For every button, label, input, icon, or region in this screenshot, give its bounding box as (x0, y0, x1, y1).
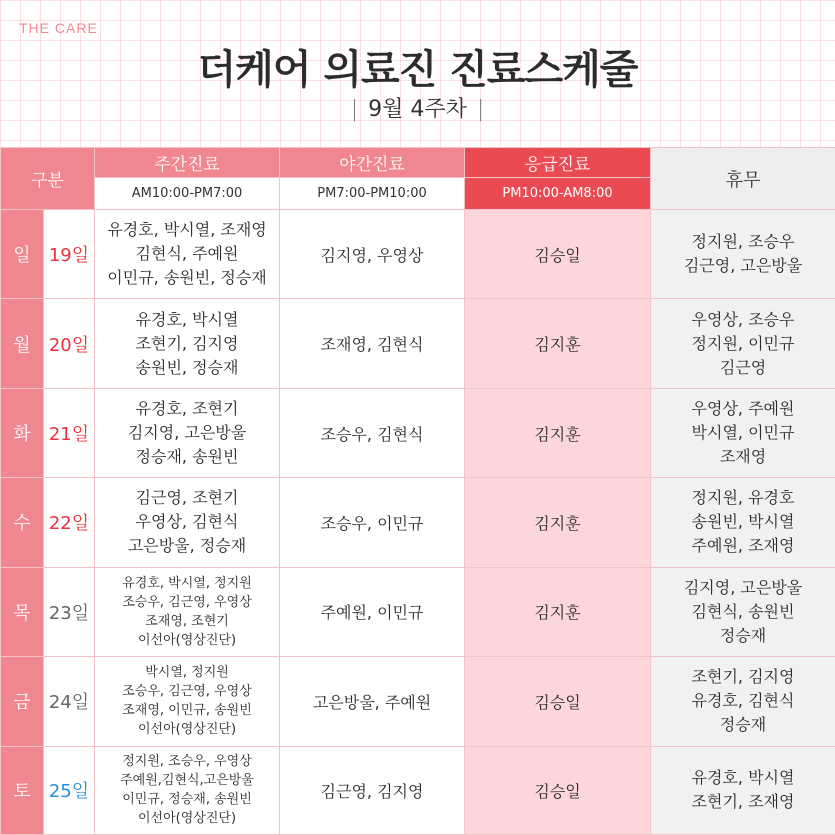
doctor-line: 정지원, 이민규 (691, 333, 795, 353)
weekday-cell: 월 (1, 299, 44, 388)
doctor-line: 우영상, 조승우 (691, 309, 795, 329)
doctor-line: 주예원, 조재영 (691, 536, 795, 556)
night-shift-cell: 주예원, 이민규 (280, 567, 465, 656)
schedule-row (1, 299, 835, 388)
day-shift-cell (95, 657, 280, 746)
emergency-cell: 김지훈 (465, 388, 651, 477)
night-shift-cell: 조승우, 이민규 (280, 478, 465, 567)
off-cell (651, 210, 835, 299)
schedule-table (0, 147, 835, 835)
off-cell (651, 478, 835, 567)
night-shift-cell: 고은방울, 주예원 (280, 657, 465, 746)
off-cell (651, 299, 835, 388)
doctor-line: 김근영, 고은방울 (683, 256, 803, 276)
doctor-line: 유경호, 박시열 (691, 768, 795, 788)
doctor-line: 주예원,김현식,고은방울 (120, 773, 254, 789)
night-shift-cell: 김근영, 김지영 (280, 746, 465, 834)
schedule-row (1, 567, 835, 656)
doctor-line: 정승재, 송원빈 (135, 447, 239, 467)
header-night-shift: 야간진료 (280, 148, 465, 178)
page-title: 더케어 의료진 진료스케줄 (197, 47, 638, 93)
date-cell: 25일 (44, 746, 95, 834)
day-shift-cell (95, 210, 280, 299)
doctor-line: 정지원, 조승우 (691, 232, 795, 252)
week-label: 9월 4주차 (368, 97, 467, 122)
day-shift-cell (95, 299, 280, 388)
date-cell: 20일 (44, 299, 95, 388)
off-cell (651, 567, 835, 656)
schedule-row (1, 388, 835, 477)
doctor-line: 김근영 (719, 357, 767, 377)
doctor-line: 김현식, 송원빈 (691, 601, 795, 621)
header-off: 휴무 (651, 148, 835, 210)
schedule-row (1, 746, 835, 834)
doctor-line: 정승재 (719, 715, 767, 735)
emergency-cell: 김승일 (465, 746, 651, 834)
day-shift-cell (95, 478, 280, 567)
doctor-line: 조현기, 조재영 (691, 792, 795, 812)
doctor-line: 유경호, 김현식 (691, 691, 795, 711)
brand-logo-text: THE CARE (19, 20, 98, 36)
weekday-cell: 토 (1, 746, 44, 834)
weekday-cell: 수 (1, 478, 44, 567)
emergency-cell: 김승일 (465, 210, 651, 299)
schedule-row (1, 210, 835, 299)
doctor-line: 박시열, 이민규 (691, 423, 795, 443)
date-cell: 21일 (44, 388, 95, 477)
doctor-line: 조현기, 김지영 (135, 333, 239, 353)
date-cell: 19일 (44, 210, 95, 299)
night-shift-cell: 조승우, 김현식 (280, 388, 465, 477)
emergency-cell: 김승일 (465, 657, 651, 746)
doctor-line: 조승우, 김근영, 우영상 (122, 594, 252, 610)
doctor-line: 우영상, 김현식 (135, 512, 239, 532)
doctor-line: 김지영, 고은방울 (127, 423, 247, 443)
doctor-line: 조현기, 김지영 (691, 667, 795, 687)
header-day-shift: 주간진료 (95, 148, 280, 178)
doctor-line: 유경호, 조현기 (135, 399, 239, 419)
day-shift-cell (95, 567, 280, 656)
doctor-line: 유경호, 박시열 (135, 309, 239, 329)
doctor-line: 송원빈, 정승재 (135, 357, 239, 377)
header-emergency-time: PM10:00-AM8:00 (465, 178, 651, 210)
doctor-line: 이선아(영상진단) (137, 722, 237, 738)
header-emergency: 응급진료 (465, 148, 651, 178)
doctor-line: 정승재 (719, 625, 767, 645)
doctor-line: 조재영 (719, 447, 767, 467)
day-shift-cell (95, 746, 280, 834)
weekday-cell: 화 (1, 388, 44, 477)
weekday-cell: 금 (1, 657, 44, 746)
date-cell: 24일 (44, 657, 95, 746)
weekday-cell: 일 (1, 210, 44, 299)
doctor-line: 유경호, 박시열, 정지원 (122, 575, 252, 591)
header-gubun: 구분 (1, 148, 95, 210)
doctor-line: 이민규, 정승재, 송원빈 (122, 792, 252, 808)
doctor-line: 이선아(영상진단) (137, 632, 237, 648)
doctor-line: 고은방울, 정승재 (127, 536, 247, 556)
emergency-cell: 김지훈 (465, 567, 651, 656)
night-shift-cell: 조재영, 김현식 (280, 299, 465, 388)
doctor-line: 박시열, 정지원 (145, 665, 229, 681)
emergency-cell: 김지훈 (465, 478, 651, 567)
schedule-row (1, 478, 835, 567)
header-night-time: PM7:00-PM10:00 (280, 178, 465, 210)
off-cell (651, 388, 835, 477)
doctor-line: 김현식, 주예원 (135, 244, 239, 264)
doctor-line: 송원빈, 박시열 (691, 512, 795, 532)
doctor-line: 이선아(영상진단) (137, 811, 237, 827)
date-cell: 23일 (44, 567, 95, 656)
day-shift-cell (95, 388, 280, 477)
doctor-line: 이민규, 송원빈, 정승재 (107, 268, 267, 288)
doctor-line: 정지원, 유경호 (691, 488, 795, 508)
doctor-line: 조재영, 이민규, 송원빈 (122, 703, 252, 719)
doctor-line: 정지원, 조승우, 우영상 (122, 754, 252, 770)
doctor-line: 조승우, 김근영, 우영상 (122, 684, 252, 700)
doctor-line: 유경호, 박시열, 조재영 (107, 220, 267, 240)
doctor-line: 김지영, 고은방울 (683, 577, 803, 597)
weekday-cell: 목 (1, 567, 44, 656)
date-cell: 22일 (44, 478, 95, 567)
doctor-line: 우영상, 주예원 (691, 399, 795, 419)
off-cell (651, 746, 835, 834)
page-subtitle: | 9월 4주차 | (350, 97, 485, 122)
off-cell (651, 657, 835, 746)
doctor-line: 조재영, 조현기 (145, 613, 229, 629)
doctor-line: 김근영, 조현기 (135, 488, 239, 508)
emergency-cell: 김지훈 (465, 299, 651, 388)
header-day-time: AM10:00-PM7:00 (95, 178, 280, 210)
night-shift-cell: 김지영, 우영상 (280, 210, 465, 299)
schedule-row (1, 657, 835, 746)
